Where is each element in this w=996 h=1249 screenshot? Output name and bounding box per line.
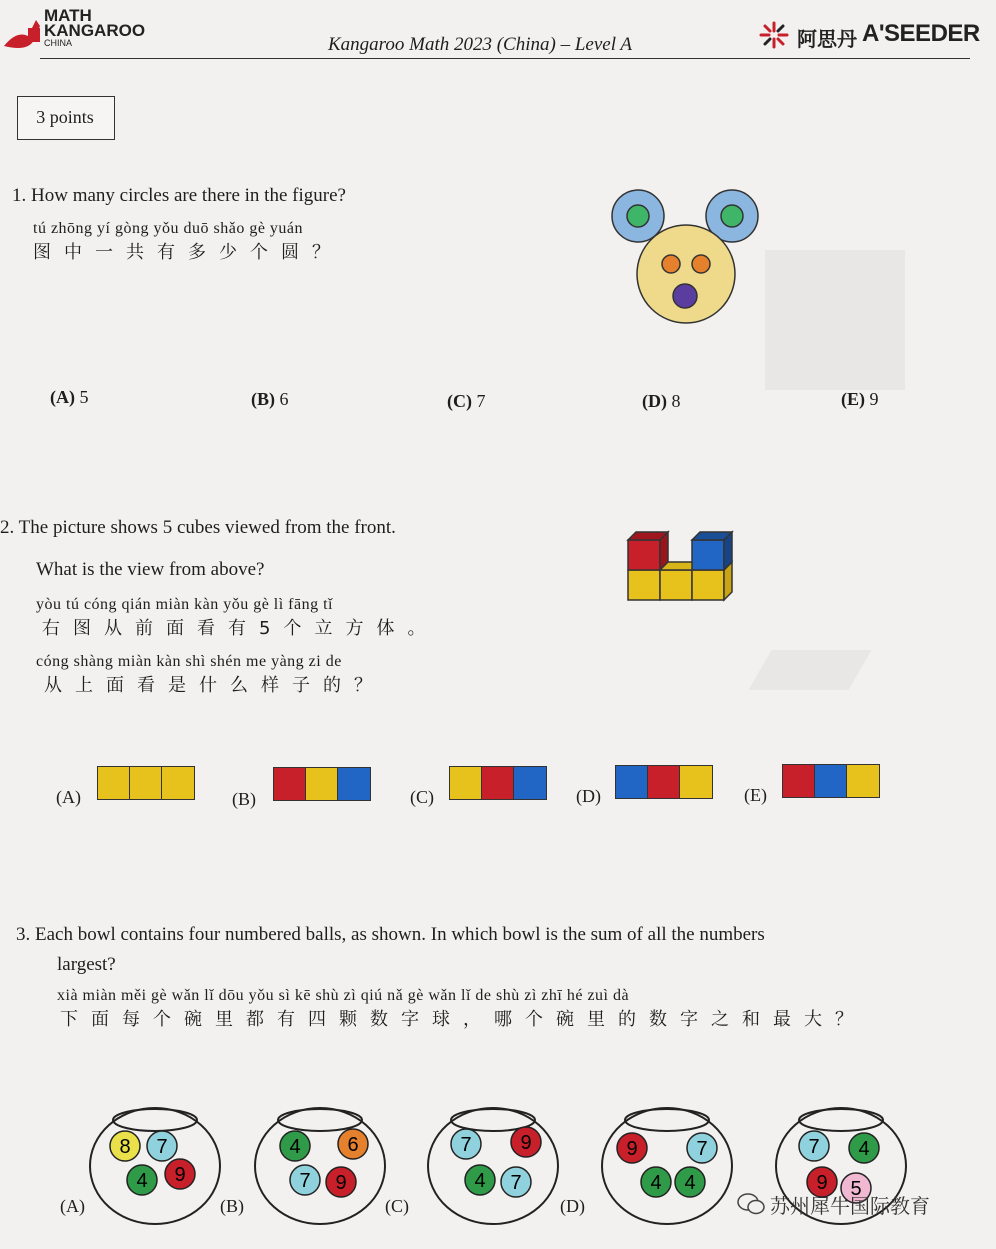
square-blue <box>338 768 370 800</box>
ball-number: 9 <box>816 1172 828 1194</box>
mouth-circle <box>673 284 697 308</box>
ball-number: 4 <box>858 1138 870 1160</box>
q2-pinyin-2: cóng shàng miàn kàn shì shén me yàng zi de <box>36 653 342 670</box>
q2-option-b-view[interactable] <box>273 767 371 801</box>
square-blue <box>815 765 847 797</box>
q3-option-b-label[interactable]: (B) <box>220 1196 244 1216</box>
square-red <box>783 765 815 797</box>
square-yellow <box>847 765 879 797</box>
q1-question-text: 1. How many circles are there in the figure? <box>12 185 346 206</box>
right-ear-inner-circle <box>721 205 743 227</box>
q2-option-e-label[interactable]: (E) <box>744 785 767 805</box>
q3-question-text-2: largest? <box>57 954 116 975</box>
ball-number: 4 <box>684 1172 696 1194</box>
wechat-icon <box>737 1192 765 1216</box>
q2-option-d-view[interactable] <box>615 765 713 799</box>
q2-option-d-label[interactable]: (D) <box>576 786 601 806</box>
section-points-label: 3 points <box>36 107 94 127</box>
q2-option-b-label[interactable]: (B) <box>232 789 256 809</box>
q3-bowl-c <box>428 1108 558 1224</box>
q2-pinyin-1: yòu tú cóng qián miàn kàn yǒu gè lì fāng tǐ <box>36 596 333 613</box>
q2-option-c-view[interactable] <box>449 766 547 800</box>
q2-chinese-1: 右图从前面看有5个立方体。 <box>42 618 439 639</box>
q3-option-d-label[interactable]: (D) <box>560 1196 585 1216</box>
q1-chinese: 图中一共有多少个圆？ <box>33 242 343 263</box>
watermark-text: 苏州犀牛国际教育 <box>770 1194 930 1218</box>
q3-chinese: 下面每个碗里都有四颗数字球，哪个碗里的数字之和最大？ <box>60 1009 866 1030</box>
ball-number: 4 <box>474 1170 486 1192</box>
left-ear-inner-circle <box>627 205 649 227</box>
square-yellow <box>162 767 194 799</box>
ball-number: 4 <box>136 1170 148 1192</box>
q2-cubes-front-view-figure <box>620 522 740 606</box>
q2-option-a-view[interactable] <box>97 766 195 800</box>
header-divider <box>40 58 970 59</box>
q2-option-e-view[interactable] <box>782 764 880 798</box>
ball-number: 7 <box>299 1170 311 1192</box>
square-yellow <box>680 766 712 798</box>
aseeder-logo-icon <box>755 20 793 50</box>
q1-mouse-circles-figure <box>606 188 766 338</box>
ball-number: 7 <box>808 1136 820 1158</box>
q3-option-c-label[interactable]: (C) <box>385 1196 409 1216</box>
q2-option-c-label[interactable]: (C) <box>410 787 434 807</box>
ball-number: 7 <box>696 1138 708 1160</box>
ball-number: 9 <box>335 1172 347 1194</box>
ball-number: 8 <box>119 1136 131 1158</box>
square-yellow <box>306 768 338 800</box>
left-eye-circle <box>662 255 680 273</box>
ball-number: 9 <box>174 1164 186 1186</box>
ball-number: 7 <box>460 1134 472 1156</box>
square-red <box>274 768 306 800</box>
ball-number: 9 <box>626 1138 638 1160</box>
square-yellow <box>450 767 482 799</box>
q2-question-text-2: What is the view from above? <box>36 559 265 580</box>
square-blue <box>616 766 648 798</box>
logo-text-china: CHINA <box>44 38 73 48</box>
ball-number: 4 <box>650 1172 662 1194</box>
ball-number: 9 <box>520 1132 532 1154</box>
q1-option-e[interactable]: (E) 9 <box>841 389 879 409</box>
q3-question-text: 3. Each bowl contains four numbered balls, as shown. In which bowl is the sum of all the numbers <box>16 924 765 945</box>
q3-bowl-b <box>255 1108 385 1224</box>
logo-text-math: MATH <box>44 6 92 25</box>
ball-number: 4 <box>289 1136 301 1158</box>
square-red <box>648 766 680 798</box>
q1-pinyin: tú zhōng yí gòng yǒu duō shǎo gè yuán <box>33 220 304 237</box>
q2-chinese-2: 从上面看是什么样子的？ <box>44 675 385 696</box>
ball-number: 6 <box>347 1134 359 1156</box>
ball-number: 7 <box>156 1136 168 1158</box>
ball-number: 5 <box>850 1178 862 1200</box>
q3-bowl-d <box>602 1108 732 1224</box>
q1-option-c[interactable]: (C) 7 <box>447 391 486 411</box>
square-blue <box>514 767 546 799</box>
brand-name-english: A'SEEDER <box>862 20 980 47</box>
q1-option-d[interactable]: (D) 8 <box>642 391 681 411</box>
ball-number: 7 <box>510 1172 522 1194</box>
q3-option-a-label[interactable]: (A) <box>60 1196 85 1216</box>
page-header-title: Kangaroo Math 2023 (China) – Level A <box>328 34 632 55</box>
q2-option-a-label[interactable]: (A) <box>56 787 81 807</box>
square-yellow <box>98 767 130 799</box>
logo-text-kangaroo: KANGAROO <box>44 21 146 40</box>
q1-option-a[interactable]: (A) 5 <box>50 387 89 407</box>
q1-option-b[interactable]: (B) 6 <box>251 389 289 409</box>
square-red <box>482 767 514 799</box>
q2-question-text: 2. The picture shows 5 cubes viewed from the front. <box>0 517 396 538</box>
square-yellow <box>130 767 162 799</box>
q3-bowl-a <box>90 1108 220 1224</box>
brand-name-chinese: 阿思丹 <box>797 27 857 51</box>
q3-pinyin: xià miàn měi gè wǎn lǐ dōu yǒu sì kē shù zì qiú nǎ gè wǎn lǐ de shù zì zhī hé zuì dà <box>57 987 630 1004</box>
right-eye-circle <box>692 255 710 273</box>
